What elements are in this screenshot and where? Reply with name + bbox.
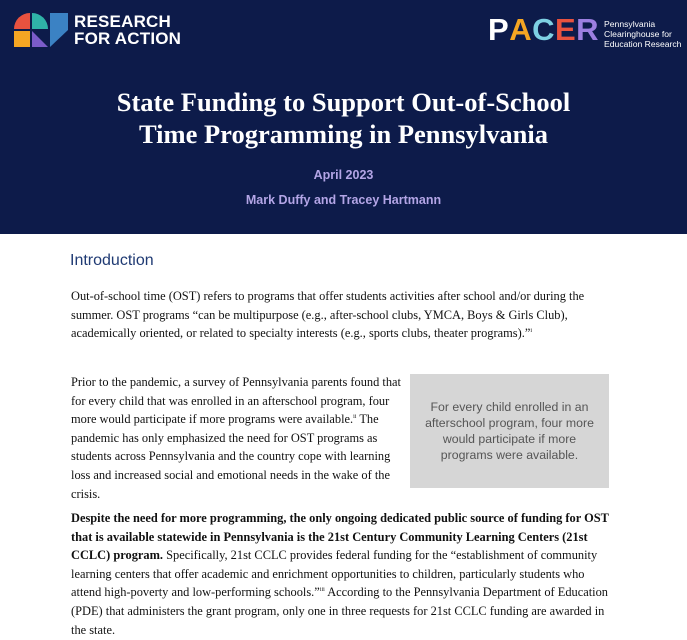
report-title-line1: State Funding to Support Out-of-School [116, 87, 571, 117]
endnote-ref: iii [319, 587, 325, 594]
endnote-ref: i [530, 328, 532, 335]
pacer-letter: C [532, 12, 555, 47]
rfa-logo-line1: RESEARCH [74, 12, 172, 31]
intro-p1-text: Out-of-school time (OST) refers to programs that offer students activities after school and/or during the summer. OST programs “can be multipurpose (e.g., after-school clubs, YMCA, Boys & Girls Club), academically oriented, or related to specialty interests (e.g., sports clubs, theater programs).” [71, 289, 585, 341]
intro-p2-text-a: Prior to the pandemic, a survey of Pennsylvania parents found that for every child that was enrolled in an afterschool program, four more would participate if more programs were available. [71, 375, 401, 427]
report-header [0, 0, 687, 234]
endnote-ref: ii [353, 414, 357, 421]
pacer-subtitle: Pennsylvania Clearinghouse for Education Research [604, 19, 682, 49]
pacer-letter: E [554, 12, 577, 47]
intro-p3-text-a: Specifically, 21st CCLC provides federal funding for the “establishment of community learning centers that offer academic and enrichment opportunities to children, particularly students who attend high-poverty and low-performing schools.” [71, 548, 598, 600]
pacer-wordmark [488, 13, 599, 47]
intro-paragraph-1 [71, 287, 616, 343]
intro-p3-text-b: According to the Pennsylvania Department of Education (PDE) that administers the grant program, only one in three requests for 21st CCLC funding are awarded in the state. [71, 585, 608, 637]
intro-p3-bold: Despite the need for more programming, the only ongoing dedicated public source of funding for OST that is available statewide in Pennsylvania is the 21st Century Community Learning Centers (21st CCLC) program. [71, 511, 609, 563]
pacer-letter: A [509, 12, 533, 47]
authors: Mark Duffy and Tracey Hartmann [245, 193, 442, 207]
intro-paragraph-2 [71, 373, 403, 503]
report-title [0, 86, 687, 150]
pacer-letter: R [576, 12, 600, 47]
pacer-logo [488, 13, 687, 49]
publication-date: April 2023 [313, 168, 374, 182]
section-heading-introduction: Introduction [70, 252, 154, 269]
research-for-action-logo [14, 13, 181, 47]
report-title-line2: Time Programming in Pennsylvania [138, 119, 549, 149]
pacer-letter: P [488, 12, 510, 47]
rfa-mark-icon [14, 13, 68, 47]
pull-quote-callout [410, 374, 609, 488]
intro-paragraph-3 [71, 509, 616, 639]
intro-p2-text-b: The pandemic has only emphasized the need for OST programs as students across Pennsylvania and the country cope with learning loss and increased social and emotional needs in the wake of the crisis. [71, 412, 391, 501]
rfa-logo-line2: FOR ACTION [74, 29, 182, 48]
pull-quote-text: For every child enrolled in an afterschool program, four more would participate if more programs were available. [425, 399, 594, 463]
